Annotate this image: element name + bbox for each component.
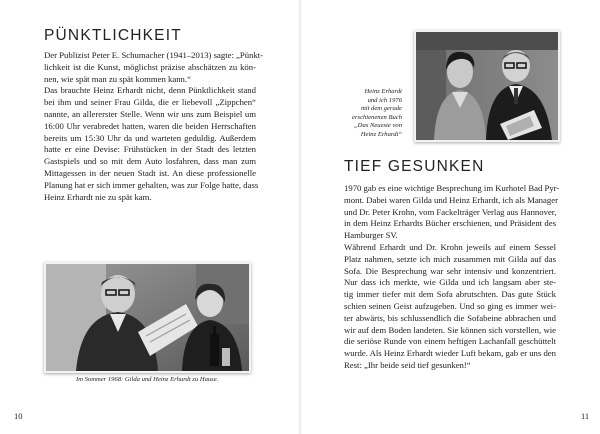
page-number-left: 10: [14, 411, 23, 421]
right-body-text: [344, 183, 560, 372]
text-line: mont. Dabei waren Gilda und Heinz Erhardt, ich als Manager: [344, 194, 558, 205]
caption-line: und ich 1976: [367, 96, 402, 104]
text-line: ter abwärts, bis schlussendlich die Sofabeine abbrachen und: [344, 312, 556, 323]
text-line: Mittagessen in der neuen Stadt ist. An diese professionelle: [44, 167, 256, 178]
text-line: und Dr. Peter Krohn, vom Fackelträger Verlag aus Hannover,: [344, 206, 557, 217]
text-line: in dem Heinz Erhardts Bücher erschienen, und Präsident des: [344, 218, 556, 229]
text-line: bei ihm und seiner Frau Gilda, die er liebevoll „Zippchen“: [44, 97, 256, 108]
bw-photo-illustration: [46, 264, 249, 371]
caption-line: „Das Neueste von: [354, 122, 402, 130]
left-body-text: [44, 50, 264, 203]
text-line: 16:00 Uhr verabredet hatten, waren die beiden Herrschaften: [44, 120, 256, 131]
text-line: bereits um 15:30 Uhr da und warteten geduldig. Außerdem: [44, 132, 256, 143]
text-line: Heinz Erhardt nie zu spät kam.: [44, 191, 152, 202]
right-page: [300, 0, 600, 434]
text-line: Während Erhardt und Dr. Krohn jeweils auf einem Sessel: [344, 241, 556, 252]
text-line: nen, wie spät man zu spät kommen kann.“: [44, 73, 191, 84]
text-line: Gastspiels und so mit dem Auto losfahren, dass man zum: [44, 156, 256, 167]
text-line: wir auf dem Boden landeten. Sie können sich vorstellen, wie: [344, 324, 556, 335]
page-number-right: 11: [581, 411, 590, 421]
text-line: Das brauchte Heinz Erhardt nicht, denn Pünktlichkeit stand: [44, 85, 256, 96]
text-line: Planung hat er sich immer gehalten, was zur Folge hatte, dass: [44, 179, 259, 190]
photo-caption-1976: [346, 88, 402, 140]
text-line: lichkeit ist die Kunst, möglichst präzise abschätzen zu kön-: [44, 61, 256, 72]
bw-photo-illustration: [416, 32, 558, 140]
caption-line: Heinz Erhardt“: [360, 130, 402, 138]
text-line: Platz nahmen, setzte ich mich zusammen mit Gilda auf das: [344, 253, 556, 264]
photo-gilda-heinz-1968: [44, 262, 251, 373]
section-heading-tief-gesunken: TIEF GESUNKEN: [344, 158, 485, 175]
caption-line: mit dem gerade: [360, 105, 402, 113]
photo-caption-1968: Im Sommer 1968: Gilda und Heinz Erhardt zu Hause.: [76, 376, 219, 383]
caption-line: Heinz Erhardt: [364, 88, 402, 95]
text-line: Rest: „Ihr beide seid tief gesunken!“: [344, 359, 471, 370]
text-line: Sofa. Die Besprechung war sehr intensiv und konzentriert.: [344, 265, 556, 276]
section-heading-puenktlichkeit: PÜNKTLICHKEIT: [44, 27, 182, 44]
text-line: Der Publizist Peter E. Schumacher (1941–2013) sagte: „Pünkt-: [44, 50, 264, 60]
text-line: Nur dass ich merkte, wie Gilda und ich langsam aber ste-: [344, 277, 556, 288]
text-line: nannte, an allererster Stelle. Wenn wir uns zum Beispiel um: [44, 108, 256, 119]
text-line: wurde. Als Heinz Erhardt wieder Luft bekam, gab er uns den: [344, 348, 556, 359]
text-line: die seriöse Runde von einem heftigen Lachanfall geschüttelt: [344, 336, 556, 347]
photo-heinz-and-author-1976: [414, 30, 560, 142]
text-line: tig immer tiefer mit dem Sofa abrutschten. Das gute Stück: [344, 289, 556, 300]
text-line: Hamburger SV.: [344, 230, 398, 241]
caption-line: erschienenen Buch: [352, 113, 402, 121]
text-line: hatte er eine Devise: Frühstücken in der Stadt des letzten: [44, 144, 256, 155]
text-line: schien seinen Geist aufzugeben. Und so ging es immer wei-: [344, 300, 556, 311]
text-line: 1970 gab es eine wichtige Besprechung im Kurhotel Bad Pyr-: [344, 183, 560, 193]
